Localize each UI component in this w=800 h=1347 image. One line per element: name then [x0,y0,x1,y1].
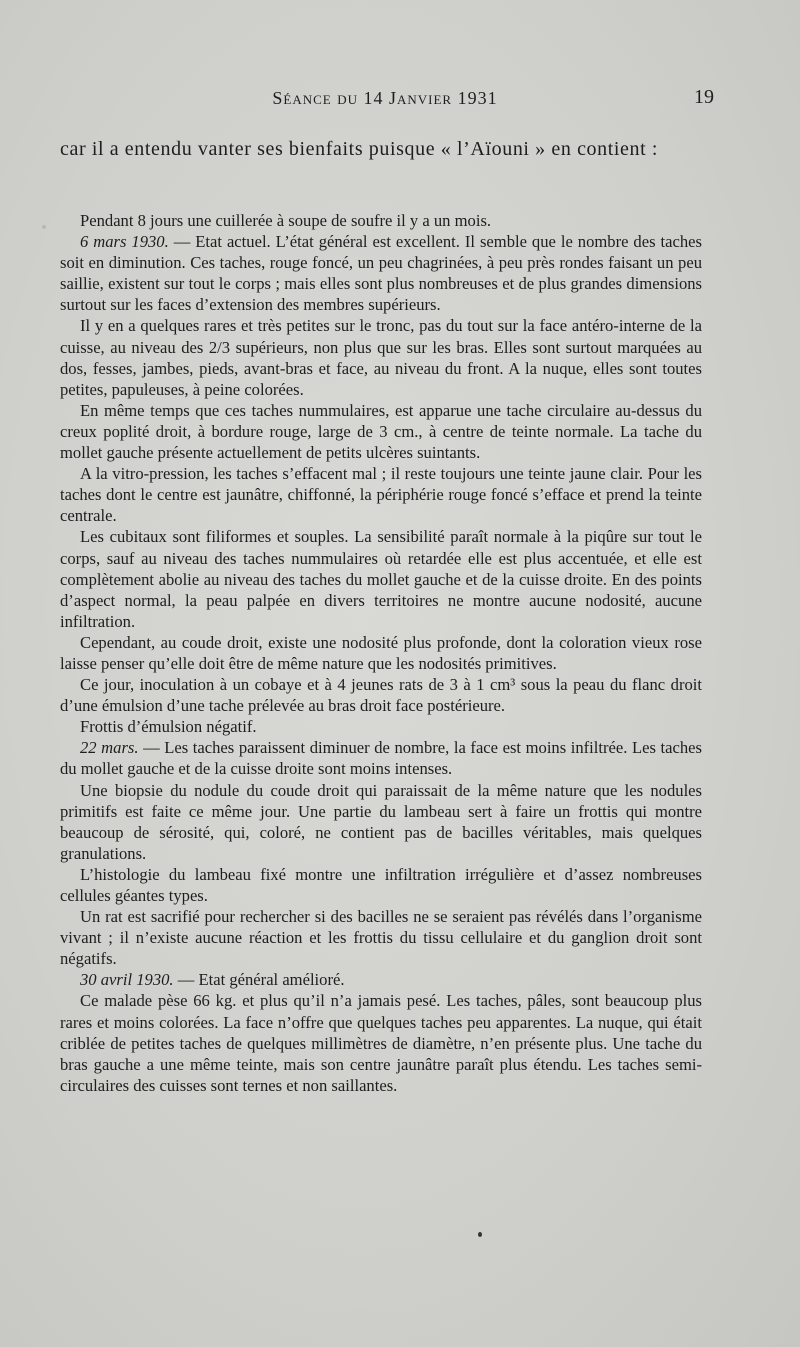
paragraph-text: — Etat actuel. L’état général est excellent. Il semble que le nombre des taches soit en diminution. Ces taches, rouge foncé, un peu chagrinées, à peu près rondes faisant un peu saillie, existent sur tout le corps ; mais elles sont plus nombreuses et de plus grandes dimensions surtout sur les faces d’extension des membres supérieurs. [60,232,702,315]
paragraph [60,864,702,906]
paragraph [60,526,702,631]
paragraph-text: En même temps que ces taches nummulaires, est apparue une tache circulaire au-dessus du creux poplité droit, à bordure rouge, large de 3 cm., à centre de teinte normale. La tache du mollet gauche présente actuellement de petits ulcères suintants. [60,400,702,463]
paragraph [60,737,702,779]
paragraph [60,315,702,399]
paragraph [60,716,702,737]
paragraph-text: Il y en a quelques rares et très petites sur le tronc, pas du tout sur la face antéro-interne de la cuisse, au niveau des 2/3 supérieurs, non plus que sur les bras. Elles sont surtout marquées au dos, fesses, jambes, pieds, avant-bras et face, au niveau du front. A la nuque, elles sont toutes petites, papuleuses, à peine colorées. [60,316,702,399]
paragraph [60,210,702,231]
body-text [60,210,702,1096]
paragraph-text: Ce malade pèse 66 kg. et plus qu’il n’a jamais pesé. Les taches, pâles, sont beaucoup plus rares et moins colorées. La face n’offre que quelques taches peu apparentes. La nuque, qui était criblée de petites taches de quelques millimètres de diamètre, n’en présente plus. Une tache du bras gauche a une même teinte, mais son centre jaunâtre paraît plus étendu. Les taches semi-circulaires des cuisses sont ternes et non saillantes. [60,991,702,1095]
paragraph-text: A la vitro-pression, les taches s’effacent mal ; il reste toujours une teinte jaune clair. Pour les taches dont le centre est jaunâtre, chiffonné, la périphérie rouge foncé s’efface et prend la teinte centrale. [60,464,702,526]
paragraph [60,969,702,990]
page-number: 19 [694,86,714,108]
paragraph-text: Ce jour, inoculation à un cobaye et à 4 jeunes rats de 3 à 1 cm³ sous la peau du flanc droit d’une émulsion d’une tache prélevée au bras droit face postérieure. [60,675,702,716]
paragraph-date: 30 avril 1930. [80,970,174,990]
paragraph-text: Les cubitaux sont filiformes et souples. La sensibilité paraît normale à la piqûre sur tout le corps, sauf au niveau des taches nummulaires où retardée elle est plus accentuée, et elle est complètement abolie au niveau des taches du mollet gauche et de la cuisse droite. En des points d’aspect normal, la peau palpée en divers territoires ne montre aucune nodosité, aucune infiltration. [60,527,702,631]
running-head: Séance du 14 Janvier 1931 [272,88,498,108]
paragraph [60,990,702,1095]
paragraph-text: Cependant, au coude droit, existe une nodosité plus profonde, dont la coloration vieux rose laisse penser qu’elle doit être de même nature que les nodosités primitives. [60,632,702,673]
paragraph-text: Frottis d’émulsion négatif. [80,717,257,737]
paragraph-date: 6 mars 1930. [80,232,169,252]
paragraph [60,463,702,526]
paragraph-text: L’histologie du lambeau fixé montre une infiltration irrégulière et d’assez nombreuses cellules géantes types. [60,864,702,905]
paragraph-text: Pendant 8 jours une cuillerée à soupe de soufre il y a un mois. [80,211,492,230]
paragraph [60,674,702,716]
paper-spot [478,1232,482,1237]
paragraph-text: Une biopsie du nodule du coude droit qui paraissait de la même nature que les nodules primitifs est faite ce même jour. Une partie du lambeau sert à faire un frottis qui montre beaucoup de sérosité, qui, coloré, ne contient pas de bacilles véritables, mais quelques granulations. [60,780,702,863]
paper-spot [42,225,46,229]
page-header [60,86,714,118]
paragraph-text: — Etat général amélioré. [173,970,345,990]
paragraph [60,780,702,864]
paragraph-date: 22 mars. [80,738,139,758]
paragraph-text: Un rat est sacrifié pour rechercher si des bacilles ne se seraient pas révélés dans l’organisme vivant ; il n’existe aucune réaction et les frottis du tissu cellulaire et du ganglion droit sont négatifs. [60,907,702,969]
paragraph [60,231,702,315]
intro-text: car il a entendu vanter ses bienfaits puisque « l’Aïouni » en contient : [60,138,659,160]
paragraph [60,632,702,674]
paragraph [60,906,702,969]
paragraph [60,400,702,463]
paragraph-text: — Les taches paraissent diminuer de nombre, la face est moins infiltrée. Les taches du mollet gauche et de la cuisse droite sont moins intenses. [60,738,702,779]
